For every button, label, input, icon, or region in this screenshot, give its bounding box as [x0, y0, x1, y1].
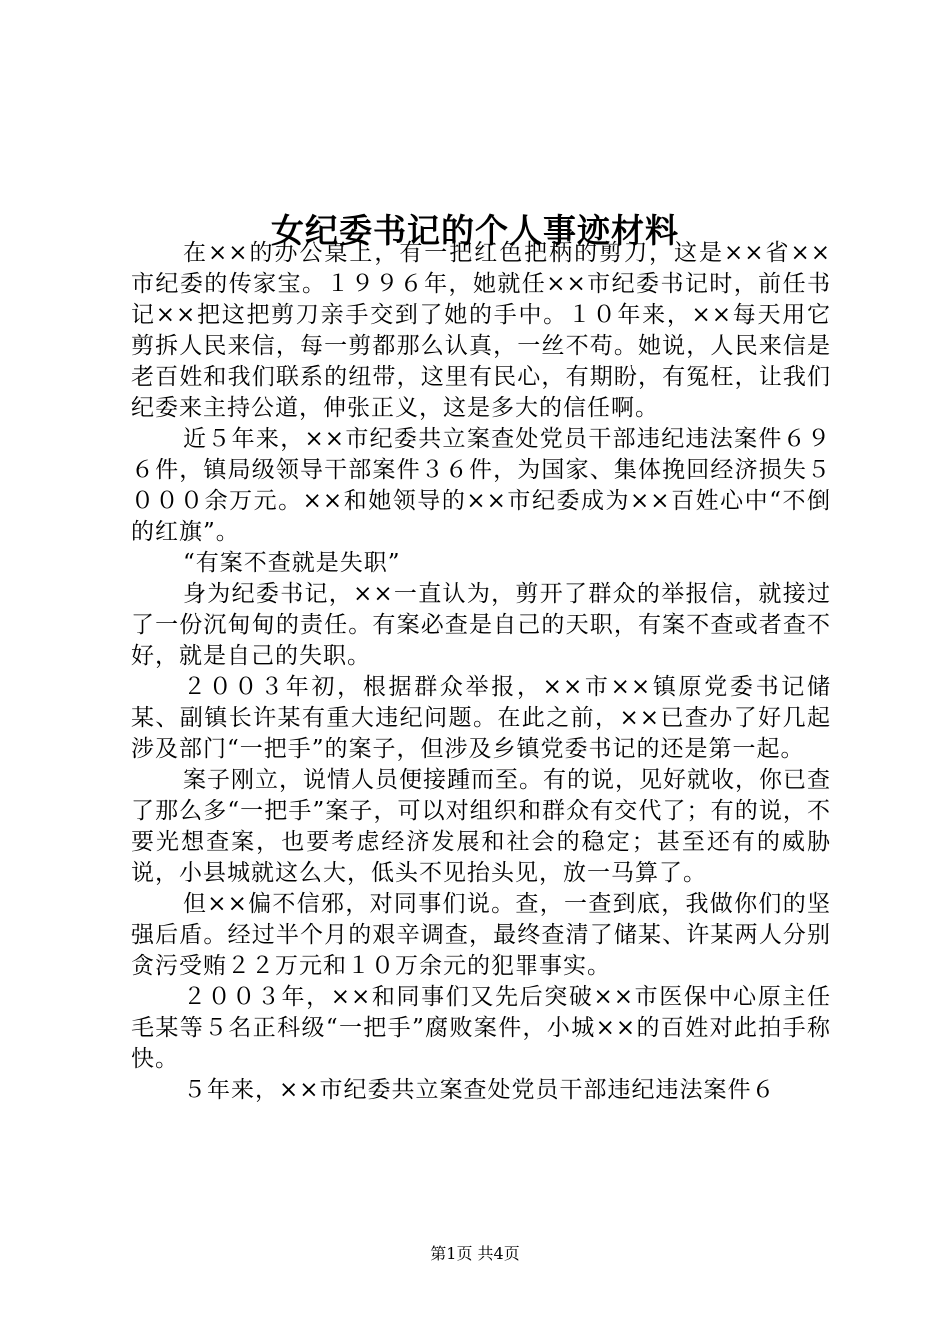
paragraph: 在××的办公桌上，有一把红色把柄的剪刀，这是××省××市纪委的传家宝。１９９６年，她就任××市纪委书记时，前任书记××把这把剪刀亲手交到了她的手中。１０年来，××每天用它剪拆人民来信，每一剪都那么认真，一丝不苟。她说，人民来信是老百姓和我们联系的纽带，这里有民心，有期盼，有冤枉，让我们纪委来主持公道，伸张正义，这是多大的信任啊。	[131, 240, 831, 421]
paragraph: 但××偏不信邪，对同事们说。查，一查到底，我做你们的坚强后盾。经过半个月的艰辛调查，最终查清了储某、许某两人分别贪污受贿２２万元和１０万余元的犯罪事实。	[131, 891, 831, 979]
paragraph: 案子刚立，说情人员便接踵而至。有的说，见好就收，你已查了那么多“一把手”案子，可以对组织和群众有交代了；有的说，不要光想查案，也要考虑经济发展和社会的稳定；甚至还有的威胁说，小县城就这么大，低头不见抬头见，放一马算了。	[131, 767, 831, 886]
paragraph: 身为纪委书记，××一直认为，剪开了群众的举报信，就接过了一份沉甸甸的责任。有案必查是自己的天职，有案不查或者查不好，就是自己的失职。	[131, 581, 831, 669]
paragraph: ２００３年初，根据群众举报，××市××镇原党委书记储某、副镇长许某有重大违纪问题。在此之前，××已查办了好几起涉及部门“一把手”的案子，但涉及乡镇党委书记的还是第一起。	[131, 674, 831, 762]
document-title: 女纪委书记的个人事迹材料	[271, 211, 679, 251]
paragraph: 近５年来，××市纪委共立案查处党员干部违纪违法案件６９６件，镇局级领导干部案件３６件，为国家、集体挽回经济损失５０００余万元。××和她领导的××市纪委成为××百姓心中“不倒的红旗”。	[131, 426, 831, 545]
paragraph: ５年来，××市纪委共立案查处党员干部违纪违法案件６	[183, 1077, 776, 1103]
document-body	[131, 238, 831, 1106]
paragraph: ２００３年，××和同事们又先后突破××市医保中心原主任毛某等５名正科级“一把手”腐败案件，小城××的百姓对此拍手称快。	[131, 984, 831, 1072]
page-footer: 第1页 共4页	[430, 1244, 520, 1263]
section-heading: “有案不查就是失职”	[183, 550, 401, 576]
